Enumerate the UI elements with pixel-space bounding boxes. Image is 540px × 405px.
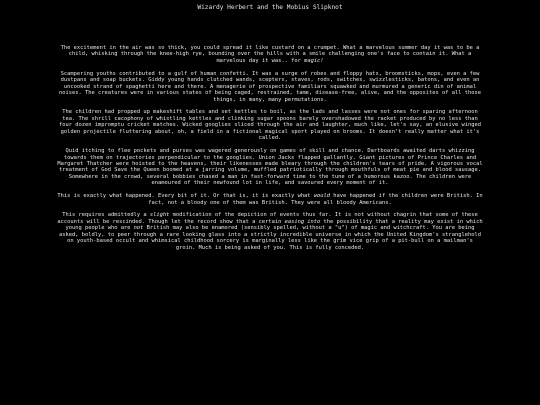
paragraph-text: the possibility that a reality may exist in which young people who are: [65, 218, 483, 232]
paragraph-text: Quid itching to flee pockets and purses was wagered generously on games of skill and chance. Dartboards awaited darts whizzing towards them on trajectories perpendicular to the googlies. Union Jacks flapped gallantly. Giant pictures of Prince Charles and Margaret Thatcher were hoisted to the heavens, their likenesses made bleary through the children's tears of pride. A vigorous vocal treatment of God Save the Queen boomed at a jarring volume, muffled patriotically through mouthfuls of meat pie and blood sausage. Somewhere in the crowd, several bobbies chased a man in fast-forward time to the tune of a humorous kazoo. The children were enamoured of their newfound lot in life, and savoured every moment of it.: [57, 148, 483, 187]
emphasis-text: slight: [149, 212, 170, 219]
paragraph-text: This is exactly what happened. Every bit of it. Or that is, it is exactly what: [57, 193, 314, 200]
paragraph-text: have happened if the children were British. In fact, not a bloody one of them was British. They were all bloody Americans.: [148, 193, 483, 206]
paragraph: [56, 45, 484, 64]
paragraph-text: This requires admittedly a: [62, 212, 150, 219]
paragraph: [56, 212, 484, 251]
paragraph-text: Scampering youths contributed to a gulf of human confetti. It was a surge of robes and floppy hats, broomsticks, mops, even a few dustpans and soap buckets. Giddy young hands clutched wands, scepters, staves, rods, switches, swizzlesticks, batons, and even an uncooked strand of spaghetti here and there. A menagerie of prospective familiars squawked and murmured a generic din of animal noises. The creatures were in various states of being caged, restrained, tame, disease-free, alive, and the opposites of all those things, in many, many permutations.: [59, 70, 481, 103]
emphasis-text: magic!: [304, 57, 324, 64]
paragraph: [56, 193, 484, 206]
emphasis-text: would: [313, 193, 331, 200]
document-title: Wizardy Herbert and the Mobius Slipknot: [197, 4, 343, 11]
emphasis-text: easing into: [284, 218, 321, 225]
emphasis-text: not: [133, 225, 144, 232]
paragraph-text: The children had propped up makeshift tables and set kettles to boil, as the lads and lasses were not ones for sparing afternoon tea. The shrill cacophony of whistling kettles and clinking sugar spoons barely overshadowed the racket produced by no less than four dozen impromptu cricket matches. Wicked googlies sliced through the air and laughter, much like, let's say, an elusive winged golden projectile fluttering about, oh, a field in a fictional magical sport played on brooms. It doesn't really matter what it's called.: [59, 109, 481, 142]
paragraph: [56, 71, 484, 103]
paragraph: [56, 109, 484, 141]
story-body: [56, 45, 484, 258]
paragraph: [56, 148, 484, 187]
paragraph-text: modification of the depiction of events thus far. It is not without chagrin that some of these accounts will be rescinded. Though let the record show that a certain: [57, 212, 478, 225]
paragraph-text: British may also be enamored (sensibly spelled, without a "u") of magic and witchcraft. You are being asked, boldly, to peer through a rare looking glass into a strictly incredible universe in which the United Kingdom's stranglehold on youth-based occult and whimsical childhood sorcery is marginally less like the grim vice grip of a pit-bull on a mailman's groin. Much is being asked of you. This is fully conceded.: [59, 225, 481, 251]
paragraph-text: The excitement in the air was so thick, you could spread it like custard on a crumpet. What a marvelous summer day it was to be a child, whisking through the knee-high rye, bounding over the hills with a smile challenging one's face to contain it. What a marvelous day it was.. for: [60, 45, 480, 64]
